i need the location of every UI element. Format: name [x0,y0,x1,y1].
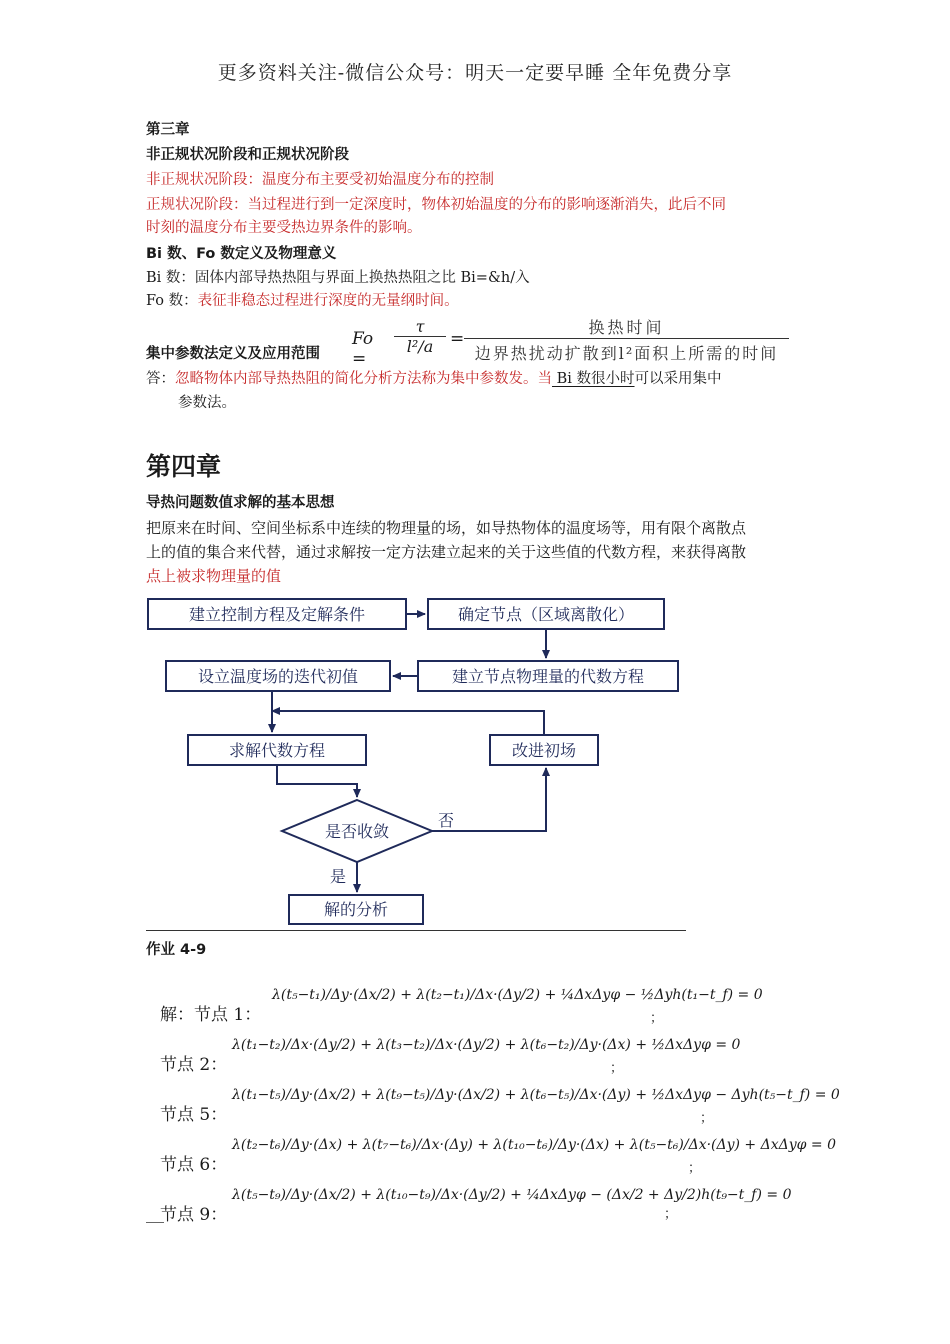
box1-label: 建立控制方程及定解条件 [188,605,366,624]
fo-body: 表征非稳态过程进行深度的无量纲时间。 [197,293,459,309]
semicolon-9: ； [664,1207,678,1222]
bottom-mark [146,1222,164,1223]
box7-label: 解的分析 [323,900,389,919]
diamond-label: 是否收敛 [324,822,390,841]
label-node5: 节点 5： [160,1105,228,1125]
answer-line2: 参数法。 [178,395,236,411]
fo-prefix: Fo 数： [146,293,198,309]
regular-stage-line2: 时刻的温度分布主要受热边界条件的影响。 [146,220,422,236]
answer-part2: Bi 数很小时 [552,371,635,387]
label-node1: 解：节点 1： [160,1005,262,1025]
label-node6: 节点 6： [160,1155,228,1175]
answer-prefix: 答： [146,371,175,387]
heading-bi-fo: Bi 数、Fo 数定义及物理意义 [146,246,337,262]
page-header: 更多资料关注-微信公众号：明天一定要早睡 全年免费分享 [217,62,733,84]
formula-den1: l²/a [406,337,434,356]
equation-node2: λ(t₁−t₂)/Δx·(Δy/2) + λ(t₃−t₂)/Δx·(Δy/2) + λ(t₆−t₂)/Δy·(Δx) + ½ΔxΔyφ = 0 [232,1037,741,1053]
semicolon-6: ； [688,1161,702,1176]
numerical-line2: 上的值的集合来代替，通过求解按一定方法建立起来的关于这些值的代数方程，来获得离散 [146,543,747,561]
box4-label: 建立节点物理量的代数方程 [451,667,645,686]
box6-label: 改进初场 [511,741,577,760]
equation-node5: λ(t₁−t₅)/Δy·(Δx/2) + λ(t₉−t₅)/Δy·(Δx/2) + λ(t₆−t₅)/Δx·(Δy) + ½ΔxΔyφ − Δyh(t₅−t_f) = 0 [232,1087,840,1103]
label-yes: 是 [329,867,347,886]
formula-lhs: Fo = [352,329,374,369]
answer-part1: 忽略物体内部导热热阻的简化分析方法称为集中参数发。当 [175,371,552,387]
box5-label: 求解代数方程 [228,741,326,760]
semicolon-1: ； [650,1011,664,1026]
homework-title: 作业 4-9 [146,942,207,958]
equation-node1: λ(t₅−t₁)/Δy·(Δx/2) + λ(t₂−t₁)/Δx·(Δy/2) + ¼ΔxΔyφ − ½Δyh(t₁−t_f) = 0 [272,987,763,1003]
equation-node6: λ(t₂−t₆)/Δy·(Δx) + λ(t₇−t₆)/Δx·(Δy) + λ(t₁₀−t₆)/Δy·(Δx) + λ(t₅−t₆)/Δx·(Δy) + ΔxΔyφ = 0 [232,1137,836,1153]
label-node2: 节点 2： [160,1055,228,1075]
label-node9: 节点 9： [160,1205,228,1225]
equation-node9: λ(t₅−t₉)/Δy·(Δx/2) + λ(t₁₀−t₉)/Δx·(Δy/2) + ¼ΔxΔyφ − (Δx/2 + Δy/2)h(t₉−t_f) = 0 [232,1187,792,1203]
label-no: 否 [437,811,455,830]
heading-lumped: 集中参数法定义及应用范围 [146,346,320,362]
heading-regular-stages: 非正规状况阶段和正规状况阶段 [146,147,349,163]
formula-equals: = [450,329,465,349]
semicolon-5: ； [700,1111,714,1126]
chapter4-title: 第四章 [146,452,222,481]
numerical-line3: 点上被求物理量的值 [146,567,282,585]
formula-num2: 换热时间 [464,315,789,339]
formula-num1: τ [394,317,446,337]
divider-line [146,930,686,931]
box2-label: 确定节点（区域离散化） [457,605,635,624]
formula-den2: 边界热扰动扩散到l²面积上所需的时间 [474,344,779,363]
homework-equations [160,975,840,1225]
semicolon-2: ； [610,1061,624,1076]
nonregular-stage-text: 非正规状况阶段：温度分布主要受初始温度分布的控制 [146,172,494,188]
numerical-line1: 把原来在时间、空间坐标系中连续的物理量的场，如导热物体的温度场等，用有限个离散点 [146,519,747,537]
chapter3-title: 第三章 [146,122,190,138]
regular-stage-line1: 正规状况阶段：当过程进行到一定深度时，物体初始温度的分布的影响逐渐消失，此后不同 [146,197,726,213]
bi-definition: Bi 数：固体内部导热热阻与界面上换热热阻之比 Bi=&h/入 [146,270,530,286]
heading-numerical: 导热问题数值求解的基本思想 [146,495,335,511]
answer-part3: 可以采用集中 [634,371,722,387]
box3-label: 设立温度场的迭代初值 [197,667,359,686]
